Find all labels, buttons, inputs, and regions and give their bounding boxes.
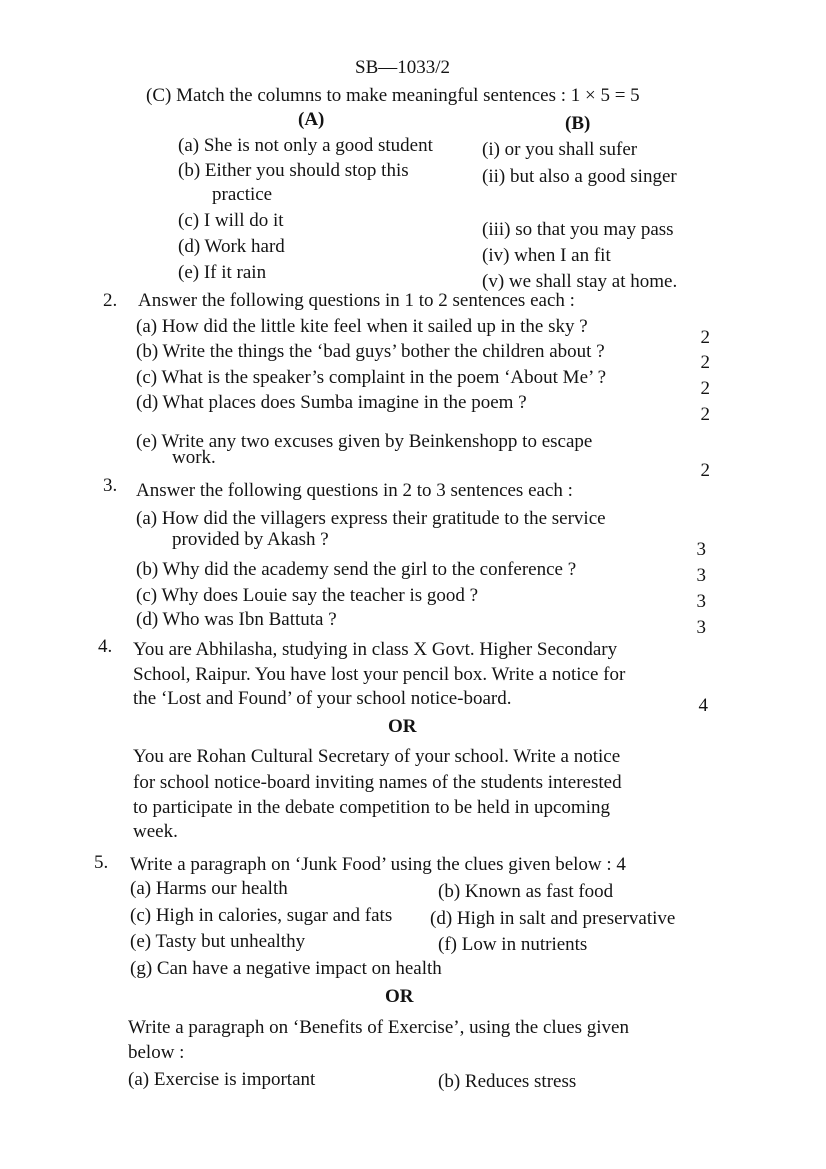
q5-alt-clue-a: (a) Exercise is important	[128, 1069, 316, 1090]
q3-a-cont: provided by Akash ?	[172, 529, 329, 550]
q2-number: 2.	[103, 290, 118, 311]
q2-text: Answer the following questions in 1 to 2 sentences each :	[138, 290, 575, 311]
q4-marks: 4	[698, 695, 708, 716]
q3-text: Answer the following questions in 2 to 3 sentences each :	[136, 480, 573, 501]
q4-alt-line-3: to participate in the debate competition to be held in upcoming	[133, 797, 610, 818]
q2-c-marks: 2	[700, 378, 710, 399]
q5-clue-c: (c) High in calories, sugar and fats	[130, 905, 393, 926]
q2-e-cont: work.	[172, 447, 216, 468]
q5-alt-clue-b: (b) Reduces stress	[438, 1071, 577, 1092]
q5-clue-f: (f) Low in nutrients	[438, 934, 588, 955]
q4-alt-line-1: You are Rohan Cultural Secretary of your school. Write a notice	[133, 746, 621, 767]
q5-number: 5.	[94, 852, 109, 873]
q2-a-marks: 2	[700, 327, 710, 348]
q2-e-marks: 2	[700, 460, 710, 481]
q5-clue-d: (d) High in salt and preservative	[430, 908, 676, 929]
q4-alt-line-2: for school notice-board inviting names of the students interested	[133, 772, 622, 793]
match-left-d: (d) Work hard	[178, 236, 285, 257]
q3-number: 3.	[103, 475, 118, 496]
match-left-b: (b) Either you should stop this	[178, 160, 409, 181]
q3-b: (b) Why did the academy send the girl to the conference ?	[136, 559, 577, 580]
match-right-iv: (iv) when I an fit	[482, 245, 611, 266]
q3-d-marks: 3	[696, 617, 706, 638]
q5-clue-e: (e) Tasty but unhealthy	[130, 931, 306, 952]
match-left-e: (e) If it rain	[178, 262, 267, 283]
match-left-b-cont: practice	[212, 184, 273, 205]
match-left-c: (c) I will do it	[178, 210, 284, 231]
q3-c-marks: 3	[696, 591, 706, 612]
column-a-header: (A)	[298, 109, 325, 130]
column-b-header: (B)	[565, 113, 591, 134]
q3-b-marks: 3	[696, 565, 706, 586]
match-right-i: (i) or you shall sufer	[482, 139, 638, 160]
q5-alt-line-1: Write a paragraph on ‘Benefits of Exercise’, using the clues given	[128, 1017, 629, 1038]
match-left-a: (a) She is not only a good student	[178, 135, 433, 156]
q2-b: (b) Write the things the ‘bad guys’ bother the children about ?	[136, 341, 605, 362]
q3-a: (a) How did the villagers express their gratitude to the service	[136, 508, 606, 529]
q4-or: OR	[388, 716, 417, 737]
q5-clue-g: (g) Can have a negative impact on health	[130, 958, 442, 979]
q4-line-2: School, Raipur. You have lost your pencil box. Write a notice for	[133, 664, 626, 685]
q3-d: (d) Who was Ibn Battuta ?	[136, 609, 337, 630]
q4-alt-line-4: week.	[133, 821, 178, 842]
q2-d: (d) What places does Sumba imagine in the poem ?	[136, 392, 527, 413]
q5-text: Write a paragraph on ‘Junk Food’ using the clues given below : 4	[130, 854, 626, 875]
q5-alt-line-2: below :	[128, 1042, 185, 1063]
section-c-heading: (C) Match the columns to make meaningful sentences : 1 × 5 = 5	[146, 85, 640, 106]
q4-line-3: the ‘Lost and Found’ of your school notice-board.	[133, 688, 512, 709]
q3-a-marks: 3	[696, 539, 706, 560]
q2-c: (c) What is the speaker’s complaint in the poem ‘About Me’ ?	[136, 367, 607, 388]
q5-clue-b: (b) Known as fast food	[438, 881, 614, 902]
q2-d-marks: 2	[700, 404, 710, 425]
q5-or: OR	[385, 986, 414, 1007]
q4-line-1: You are Abhilasha, studying in class X Govt. Higher Secondary	[133, 639, 618, 660]
match-right-ii: (ii) but also a good singer	[482, 166, 677, 187]
match-right-iii: (iii) so that you may pass	[482, 219, 674, 240]
q4-number: 4.	[98, 636, 113, 657]
q2-a: (a) How did the little kite feel when it sailed up in the sky ?	[136, 316, 588, 337]
match-right-v: (v) we shall stay at home.	[482, 271, 678, 292]
q5-clue-a: (a) Harms our health	[130, 878, 288, 899]
q3-c: (c) Why does Louie say the teacher is good ?	[136, 585, 479, 606]
q2-b-marks: 2	[700, 352, 710, 373]
q2-e: (e) Write any two excuses given by Beinkenshopp to escape	[136, 431, 593, 452]
page-code: SB—1033/2	[355, 57, 451, 78]
